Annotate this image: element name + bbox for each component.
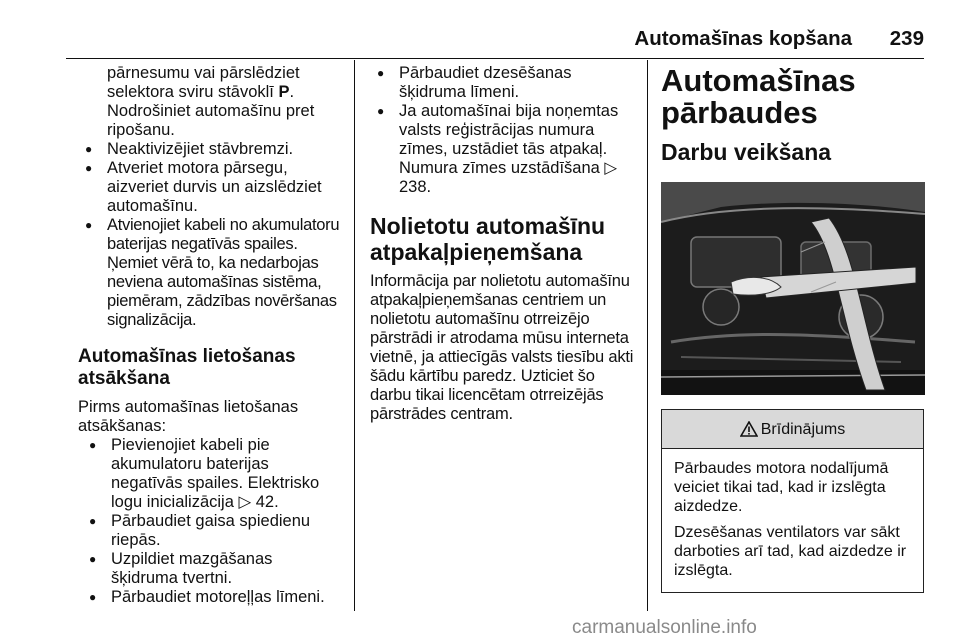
list-item: ● Ja automašīnai bija noņemtas valsts reģistrācijas numura zīmes, uzstādiet tās atpakaļ. Numura zīmes uzstādīšana ▷ 238. xyxy=(370,102,634,197)
list-item: ● Atveriet motora pārsegu, aizveriet durvis un aizslēdziet automašīnu. xyxy=(78,159,340,216)
list-item: ● Pārbaudiet gaisa spiedienu riepās. xyxy=(78,512,340,550)
section-intro: Pirms automašīnas lietošanas atsākšanas: xyxy=(78,398,299,435)
section-heading: Nolietotu automašīnu atpakaļpieņemšana xyxy=(370,213,606,265)
list-item: ● Pārbaudiet motoreļļas līmeni. xyxy=(78,588,340,607)
running-header-title: Automašīnas kopšana xyxy=(634,27,852,50)
engine-bay-illustration xyxy=(661,182,925,395)
list-item: ● Pievienojiet kabeli pie akumulatoru baterijas negatīvās spailes. Elektrisko logu inicializācija ▷ 42. xyxy=(78,436,340,512)
column-divider-2 xyxy=(647,60,648,611)
warning-triangle-icon xyxy=(740,421,758,437)
column-1 xyxy=(78,64,340,607)
warning-label: Brīdinājums xyxy=(760,420,846,438)
page-number: 239 xyxy=(889,27,924,50)
column-3 xyxy=(661,64,925,593)
column-2 xyxy=(370,64,634,424)
chapter-title: Automašīnas pārbaudes xyxy=(661,63,856,130)
section-body: Informācija par nolietotu automašīnu atpakaļpieņemšanas centriem un nolietotu automašīnu otrreizējo pārstrādi ir atrodama mūsu interneta vietnē, ja attiecīgās valsts tiesību akti šādu kārtību paredz. Uzticiet šo darbu tikai licencētam otrreizējās pārstrādes centram. xyxy=(370,272,634,423)
warning-body xyxy=(662,449,923,592)
warning-header xyxy=(662,410,923,449)
list-item: ● Atvienojiet kabeli no akumulatoru baterijas negatīvās spailes. Ņemiet vērā to, ka nedarbojas neviena automašīnas sistēma, piemēram, zādzības novēršanas signalizācija. xyxy=(78,216,340,330)
list-item: ● Neaktivizējiet stāvbremzi. xyxy=(78,140,340,159)
warning-paragraph: Dzesēšanas ventilators var sākt darboties arī tad, kad aizdedze ir izslēgta. xyxy=(674,524,907,579)
continued-step: pārnesumu vai pārslēdziet selektora sviru stāvoklī P. Nodrošiniet automašīnu pret ripošanu. xyxy=(107,64,315,139)
column-divider-1 xyxy=(354,60,355,611)
list-item: ● Uzpildiet mazgāšanas šķidruma tvertni. xyxy=(78,550,340,588)
warning-paragraph: Pārbaudes motora nodalījumā veiciet tikai tad, kad ir izslēgta aizdedze. xyxy=(674,460,889,515)
watermark: carmanualsonline.info xyxy=(572,617,757,638)
chapter-subtitle: Darbu veikšana xyxy=(661,139,832,165)
list-item: ● Pārbaudiet dzesēšanas šķidruma līmeni. xyxy=(370,64,634,102)
warning-box xyxy=(661,409,924,593)
section-heading: Automašīnas lietošanas atsākšana xyxy=(78,346,296,389)
header-rule xyxy=(66,58,924,59)
